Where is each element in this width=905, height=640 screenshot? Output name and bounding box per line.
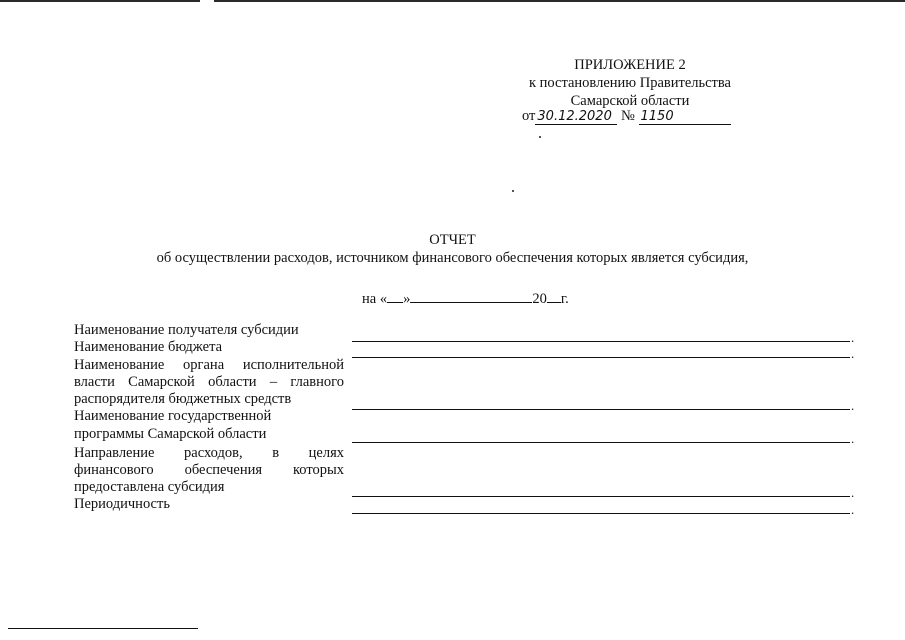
field-line-program — [352, 442, 850, 443]
field-line-authority — [352, 409, 850, 410]
field-label-direction: Направление расходов, в целях финансового обеспечения которых предоставлена субсидия — [74, 445, 344, 495]
month-blank — [410, 290, 532, 303]
field-end-periodicity: . — [851, 502, 855, 517]
year-prefix: 20 — [532, 291, 547, 307]
field-line-direction — [352, 496, 850, 497]
top-border-gap — [200, 0, 214, 2]
field-label-program-line2: программы Самарской области — [74, 426, 267, 442]
field-line-budget — [352, 357, 850, 358]
appendix-date-line — [522, 108, 731, 125]
top-border-rule — [0, 0, 905, 2]
asof-suffix: г. — [560, 291, 569, 307]
appendix-decree-line: к постановлению Правительства — [529, 75, 731, 91]
field-end-authority: . — [851, 398, 855, 413]
report-date-line — [362, 290, 569, 308]
report-title: ОТЧЕТ — [429, 232, 476, 248]
field-end-recipient: . — [851, 330, 855, 345]
report-subtitle: об осуществлении расходов, источником финансового обеспечения которых является субсидия, — [156, 250, 749, 266]
field-line-periodicity — [352, 513, 850, 514]
appendix-header — [480, 56, 780, 110]
field-label-periodicity: Периодичность — [74, 496, 170, 512]
number-sign: № — [621, 108, 635, 124]
asof-prefix: на « — [362, 291, 388, 307]
date-prefix: от — [522, 108, 536, 124]
asof-quote-close: » — [403, 291, 411, 307]
field-end-direction: . — [851, 485, 855, 500]
field-label-recipient: Наименование получателя субсидии — [74, 322, 299, 338]
field-end-budget: . — [851, 346, 855, 361]
field-end-program: . — [851, 431, 855, 446]
year-blank — [547, 290, 561, 303]
field-label-budget: Наименование бюджета — [74, 339, 223, 355]
appendix-title: ПРИЛОЖЕНИЕ 2 — [574, 57, 686, 73]
field-label-authority: Наименование органа исполнительной власти Самарской области – главного распорядителя бюджетных средств — [74, 357, 344, 407]
field-line-recipient — [352, 341, 850, 342]
scan-speck — [539, 136, 541, 138]
day-blank — [387, 290, 403, 303]
scan-speck — [512, 190, 514, 192]
footnote-separator — [8, 628, 198, 629]
handwritten-date: 30.12.2020 — [535, 109, 617, 125]
appendix-region-line: Самарской области — [570, 93, 690, 109]
field-label-program-line1: Наименование государственной — [74, 408, 272, 424]
handwritten-number: 1150 — [639, 109, 731, 125]
